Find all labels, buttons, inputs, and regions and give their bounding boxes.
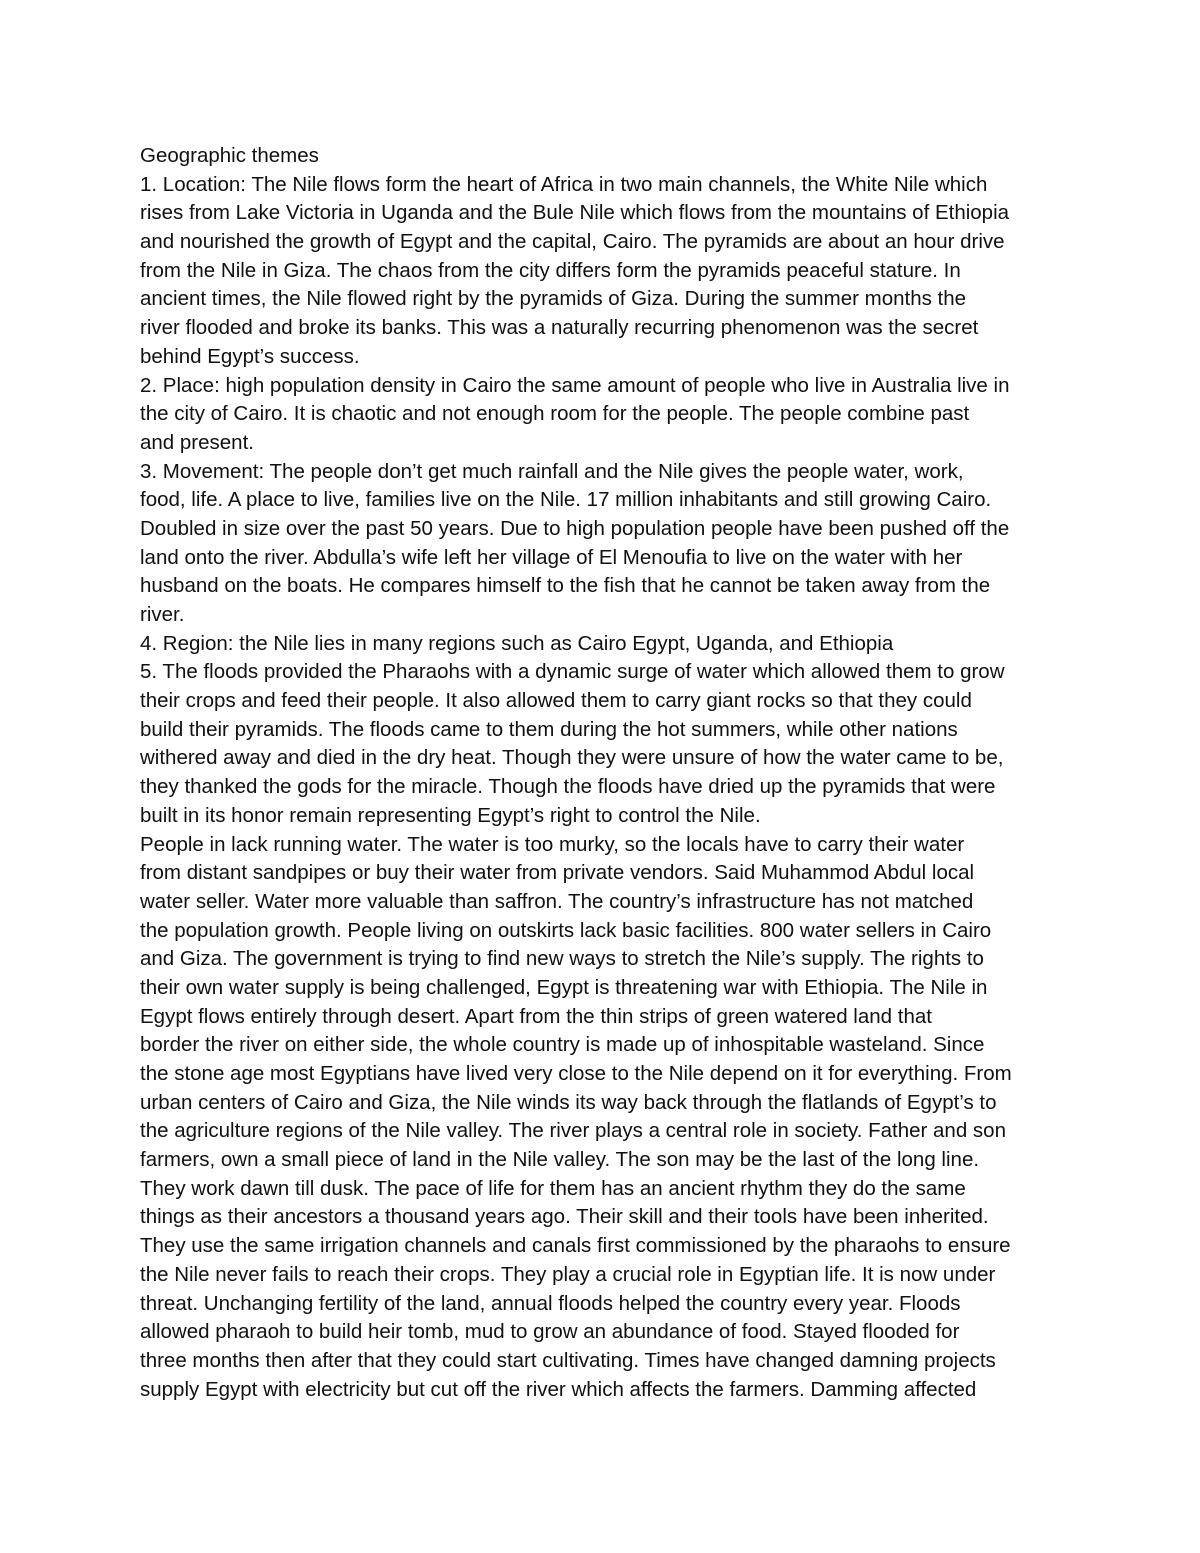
text-line: water seller. Water more valuable than saffron. The country’s infrastructure has not matched <box>140 889 974 913</box>
text-line: Egypt flows entirely through desert. Apart from the thin strips of green watered land that <box>140 1004 932 1028</box>
text-line: farmers, own a small piece of land in the Nile valley. The son may be the last of the long line. <box>140 1148 980 1172</box>
text-line: 3. Movement: The people don’t get much rainfall and the Nile gives the people water, work, <box>140 459 964 483</box>
text-line: They use the same irrigation channels and canals first commissioned by the pharaohs to ensure <box>140 1234 1011 1258</box>
text-line <box>140 1404 1068 1433</box>
text-line: 1. Location: The Nile flows form the heart of Africa in two main channels, the White Nile which <box>140 172 988 196</box>
text-line: their crops and feed their people. It also allowed them to carry giant rocks so that they could <box>140 689 972 713</box>
text-line: the stone age most Egyptians have lived very close to the Nile depend on it for everything. From <box>140 1062 1012 1085</box>
text-line: food, life. A place to live, families live on the Nile. 17 million inhabitants and still growing Cairo. <box>140 488 992 512</box>
text-line: build their pyramids. The floods came to them during the hot summers, while other nations <box>140 717 958 741</box>
document-title: Geographic themes <box>140 144 319 167</box>
text-line: and present. <box>140 430 254 454</box>
text-line: 4. Region: the Nile lies in many regions such as Cairo Egypt, Uganda, and Ethiopia <box>140 631 894 655</box>
text-line: urban centers of Cairo and Giza, the Nile winds its way back through the flatlands of Egypt’s to <box>140 1090 997 1114</box>
text-line: from the Nile in Giza. The chaos from the city differs form the pyramids peaceful stature. In <box>140 258 961 282</box>
text-line: and Giza. The government is trying to find new ways to stretch the Nile’s supply. The rights to <box>140 947 984 971</box>
text-line: They work dawn till dusk. The pace of life for them has an ancient rhythm they do the same <box>140 1176 966 1200</box>
text-line: built in its honor remain representing Egypt’s right to control the Nile. <box>140 803 761 827</box>
text-line: they thanked the gods for the miracle. Though the floods have dried up the pyramids that were <box>140 775 996 799</box>
text-line: things as their ancestors a thousand years ago. Their skill and their tools have been inherited. <box>140 1205 989 1229</box>
text-line: allowed pharaoh to build heir tomb, mud to grow an abundance of food. Stayed flooded for <box>140 1320 960 1344</box>
text-line: 5. The floods provided the Pharaohs with a dynamic surge of water which allowed them to grow <box>140 660 1005 684</box>
text-line: the city of Cairo. It is chaotic and not enough room for the people. The people combine past <box>140 402 970 426</box>
text-line: husband on the boats. He compares himself to the fish that he cannot be taken away from the <box>140 574 991 598</box>
text-line: threat. Unchanging fertility of the land, annual floods helped the country every year. Floods <box>140 1291 961 1315</box>
text-line: border the river on either side, the whole country is made up of inhospitable wasteland. Since <box>140 1033 985 1057</box>
document-body <box>140 142 1068 1433</box>
text-line: ancient times, the Nile flowed right by the pyramids of Giza. During the summer months the <box>140 287 967 311</box>
text-line: Doubled in size over the past 50 years. Due to high population people have been pushed off the <box>140 516 1010 540</box>
text-line: three months then after that they could start cultivating. Times have changed damning projects <box>140 1348 996 1372</box>
text-line: and nourished the growth of Egypt and the capital, Cairo. The pyramids are about an hour drive <box>140 230 1005 254</box>
text-line: rises from Lake Victoria in Uganda and the Bule Nile which flows from the mountains of Ethiopia <box>140 201 1010 225</box>
text-line: the agriculture regions of the Nile valley. The river plays a central role in society. Father and son <box>140 1119 1006 1143</box>
text-line: the population growth. People living on outskirts lack basic facilities. 800 water sellers in Cairo <box>140 918 992 942</box>
text-line: river flooded and broke its banks. This was a naturally recurring phenomenon was the secret <box>140 316 979 340</box>
text-line: withered away and died in the dry heat. Though they were unsure of how the water came to be, <box>140 746 1004 770</box>
text-line: from distant sandpipes or buy their water from private vendors. Said Muhammod Abdul local <box>140 861 975 885</box>
text-line: 2. Place: high population density in Cairo the same amount of people who live in Australia live in <box>140 373 1010 397</box>
text-line: the Nile never fails to reach their crops. They play a crucial role in Egyptian life. It is now under <box>140 1262 996 1286</box>
text-line: behind Egypt’s success. <box>140 344 360 368</box>
text-line: their own water supply is being challenged, Egypt is threatening war with Ethiopia. The Nile in <box>140 975 988 999</box>
text-line: river. <box>140 603 185 626</box>
text-line: People in lack running water. The water is too murky, so the locals have to carry their water <box>140 832 965 856</box>
text-line: land onto the river. Abdulla’s wife left her village of El Menoufia to live on the water with her <box>140 545 963 569</box>
text-line: supply Egypt with electricity but cut off the river which affects the farmers. Damming affected <box>140 1377 977 1401</box>
